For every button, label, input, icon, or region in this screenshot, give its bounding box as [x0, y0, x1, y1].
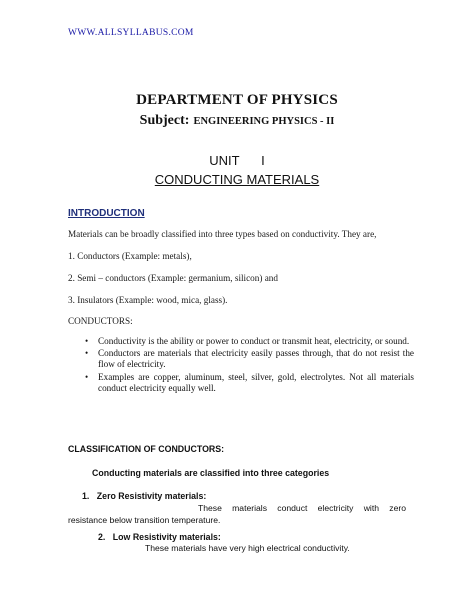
item-number: 2. — [98, 532, 106, 542]
list-item — [84, 348, 414, 370]
unit-number: I — [261, 153, 265, 168]
unit-label: UNIT — [209, 153, 240, 168]
material-type-item: 3. Insulators (Example: wood, mica, glass). — [68, 295, 228, 305]
material-type-item: 2. Semi – conductors (Example: germanium, silicon) and — [68, 273, 278, 283]
conductors-heading: CONDUCTORS: — [68, 316, 133, 326]
classification-item-title — [82, 491, 206, 501]
site-url-header[interactable]: WWW.ALLSYLLABUS.COM — [68, 28, 194, 38]
subject-value: ENGINEERING PHYSICS - II — [193, 116, 335, 127]
item-number: 1. — [82, 491, 90, 501]
list-item — [84, 336, 414, 347]
bullet-text: Conductivity is the ability or power to conduct or transmit heat, electricity, or sound. — [98, 336, 410, 346]
classification-heading: CLASSIFICATION OF CONDUCTORS: — [68, 444, 225, 454]
classification-subtitle: Conducting materials are classified into three categories — [92, 468, 330, 478]
bullet-text: Conductors are materials that electricity easily passes through, that do not resist the flow of electricity. — [98, 348, 414, 370]
department-title: DEPARTMENT OF PHYSICS — [136, 92, 338, 108]
bullet-text: Examples are copper, aluminum, steel, silver, gold, electrolytes. Not all materials conduct electricity equally well. — [98, 371, 414, 393]
list-item — [84, 372, 414, 394]
classification-item-title — [98, 532, 221, 542]
material-type-item: 1. Conductors (Example: metals), — [68, 251, 192, 261]
item-title: Low Resistivity materials: — [112, 532, 221, 542]
subject-label: Subject: — [139, 113, 190, 128]
unit-heading — [0, 153, 474, 168]
bullet-icon: • — [85, 336, 89, 346]
subject-line — [0, 111, 474, 129]
classification-item-description: These materials have very high electrical conductivity. — [145, 543, 350, 553]
unit-title: CONDUCTING MATERIALS — [154, 172, 320, 187]
bullet-icon: • — [85, 371, 89, 382]
item-title: Zero Resistivity materials: — [96, 491, 207, 501]
conductors-bullet-list — [84, 336, 414, 395]
bullet-icon: • — [85, 348, 89, 359]
introduction-paragraph: Materials can be broadly classified into three types based on conductivity. They are, — [68, 229, 377, 239]
classification-item-description: These materials conduct electricity with zero resistance below transition temperature. — [68, 503, 406, 525]
introduction-heading: INTRODUCTION — [68, 208, 145, 219]
